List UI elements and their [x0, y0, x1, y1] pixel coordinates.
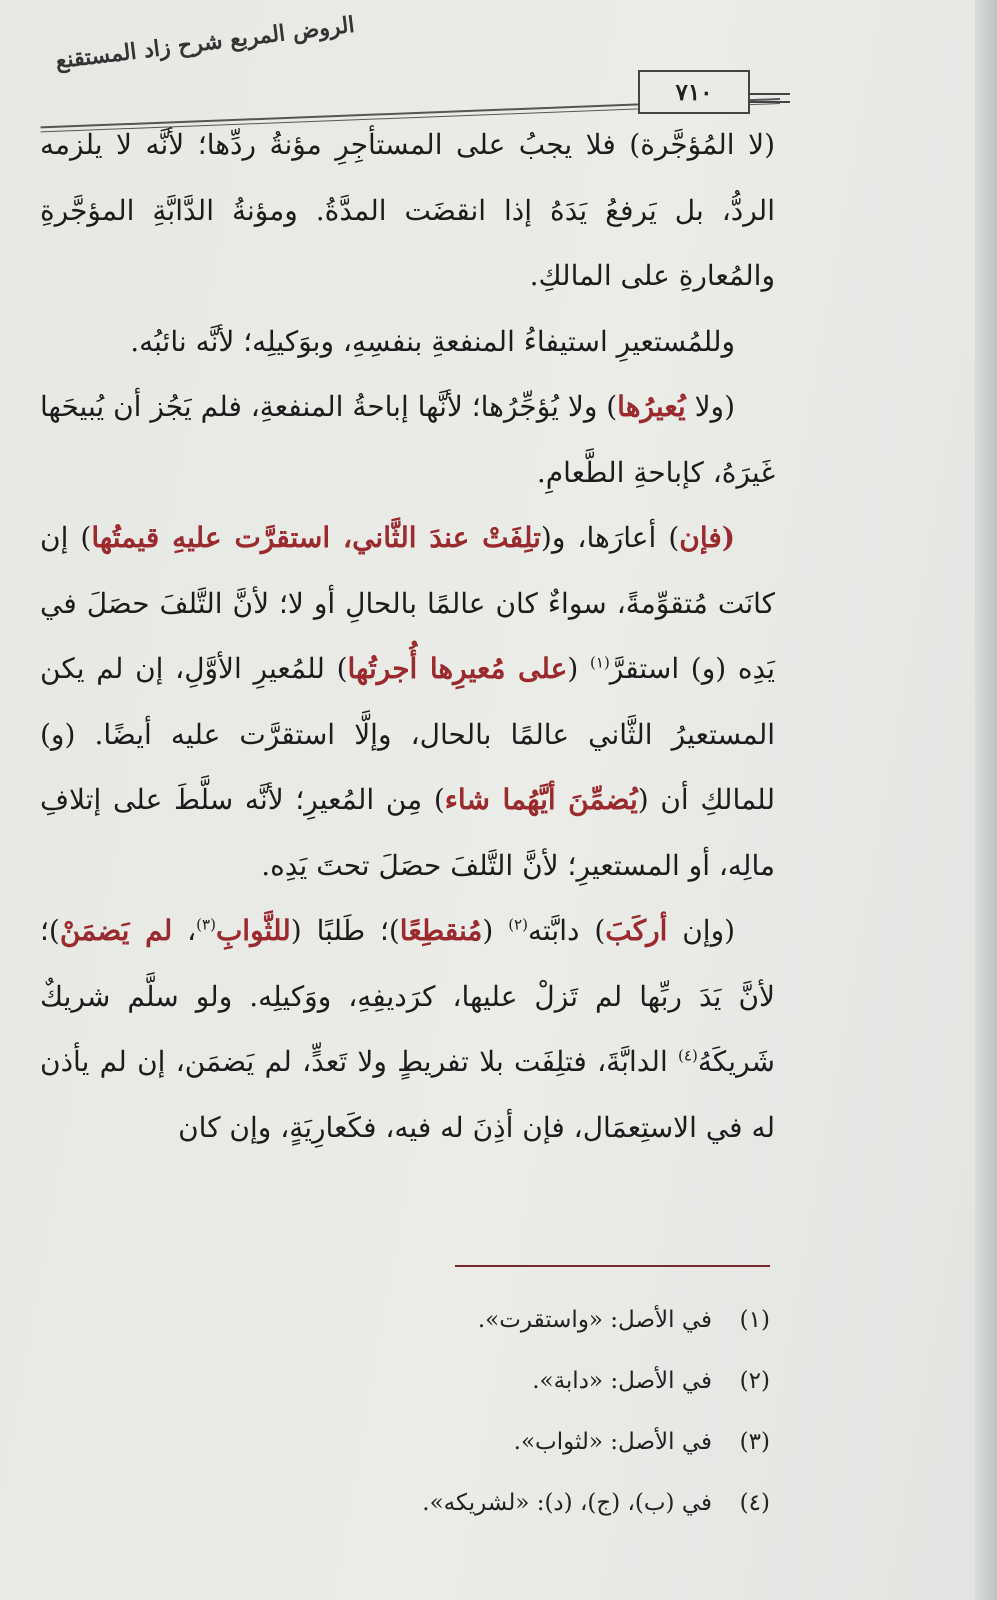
matn-text: يُعيرُها	[617, 390, 686, 423]
sharh-text: (وإن	[667, 914, 736, 947]
page-number: ٧١٠	[638, 70, 750, 114]
page-spine-shadow	[975, 0, 997, 1600]
footnote	[300, 1412, 770, 1473]
sharh-text: الدابَّةَ، فتلِفَت بلا تفريطٍ ولا تَعدٍّ، لم يَضمَن، إن لم يأذن له في الاستِعمَال، فإن أذِنَ له فيه، فكَعارِيَةٍ، وإن كان	[40, 1045, 775, 1144]
paragraph	[40, 898, 775, 1160]
main-text	[40, 112, 775, 1160]
paragraph	[40, 309, 775, 375]
footnote	[300, 1351, 770, 1412]
footnote-number: (٣)	[739, 1429, 770, 1455]
matn-text: مُنقطِعًا	[399, 914, 483, 947]
paragraph	[40, 505, 775, 898]
matn-text: للثَّوابِ	[215, 914, 291, 947]
sharh-text: )؛ طَلبًا (	[290, 914, 400, 947]
footnote-marker: (١)	[590, 653, 610, 672]
sharh-text: ) مِن المُعيرِ؛ لأنَّه سلَّطَ على إتلافِ مالِه، أو المستعيرِ؛ لأنَّ التَّلفَ حصَلَ تحتَ يَدِه.	[40, 783, 775, 882]
matn-text: لم يَضمَنْ	[59, 914, 173, 947]
matn-text: يُضمِّنَ أيَّهُما شاء	[444, 783, 638, 816]
footnote-number: (٤)	[739, 1490, 770, 1516]
footnote-number: (١)	[739, 1307, 770, 1333]
header-ornament	[750, 93, 790, 103]
sharh-text: ) أعارَها، و(	[540, 521, 680, 554]
footnote-marker: (٢)	[508, 915, 528, 934]
sharh-text: )؛ لأنَّ يَدَ ربِّها لم تَزلْ عليها، كرَديفِهِ، ووَكيلِه. ولو سلَّم شريكٌ شَريكَهُ	[40, 914, 775, 1078]
sharh-text: (لا المُؤجَّرة) فلا يجبُ على المستأجِرِ مؤنةُ ردِّها؛ لأنَّه لا يلزمه الردُّ، بل يَرفعُ يَدَهُ إذا انقضَت المدَّةُ. ومؤنةُ الدَّابَّةِ المؤجَّرةِ والمُعارةِ على المالكِ.	[40, 128, 775, 292]
sharh-text: ) ولا يُؤجِّرُها؛ لأنَّها إباحةُ المنفعةِ، فلم يَجُز أن يُبيحَها غَيرَهُ، كإباحةِ الطَّعامِ.	[40, 390, 775, 489]
sharh-text: وللمُستعيرِ استيفاءُ المنفعةِ بنفسِهِ، وبوَكيلِه؛ لأنَّه نائبُه.	[130, 324, 735, 358]
book-title: الروض المربع شرح زاد المستقنع	[54, 11, 356, 75]
footnote-text: في الأصل: «واستقرت».	[477, 1307, 712, 1333]
matn-text: تلِفَتْ عندَ الثَّاني، استقرَّت عليهِ قيمتُها	[91, 521, 541, 554]
footnote-text: في (ب)، (ج)، (د): «لشريكه».	[422, 1490, 712, 1516]
paragraph	[40, 374, 775, 505]
sharh-text: (ولا	[685, 390, 735, 423]
paragraph	[40, 112, 775, 309]
footnote-number: (٢)	[739, 1368, 770, 1394]
footnote-marker: (٤)	[678, 1046, 698, 1065]
sharh-text: ) إن كانَت مُتقوِّمةً، سواءٌ كان عالمًا بالحالِ أو لا؛ لأنَّ التَّلفَ حصَلَ في يَدِه (و) استقرَّ	[40, 521, 776, 685]
sharh-text: ) للمُعيرِ الأوَّلِ، إن لم يكن المستعيرُ الثَّاني عالمًا بالحال، وإلَّا استقرَّت عليه أيضًا. (و) للمالكِ أن (	[40, 652, 775, 816]
footnote-text: في الأصل: «لثواب».	[513, 1429, 712, 1455]
footnote-marker: (٣)	[196, 915, 216, 934]
matn-text: (فإن	[679, 521, 735, 554]
sharh-text: (	[567, 652, 591, 685]
sharh-text: ) دابَّته	[527, 914, 606, 947]
footnote-divider	[455, 1265, 770, 1267]
matn-text: أركَبَ	[605, 914, 668, 947]
footnotes-list	[300, 1290, 770, 1534]
matn-text: على مُعيرِها أُجرتُها	[347, 652, 568, 685]
footnote	[300, 1290, 770, 1351]
footnote	[300, 1473, 770, 1534]
footnote-text: في الأصل: «دابة».	[532, 1368, 712, 1394]
sharh-text: ،	[172, 914, 197, 947]
sharh-text: (	[482, 914, 509, 947]
